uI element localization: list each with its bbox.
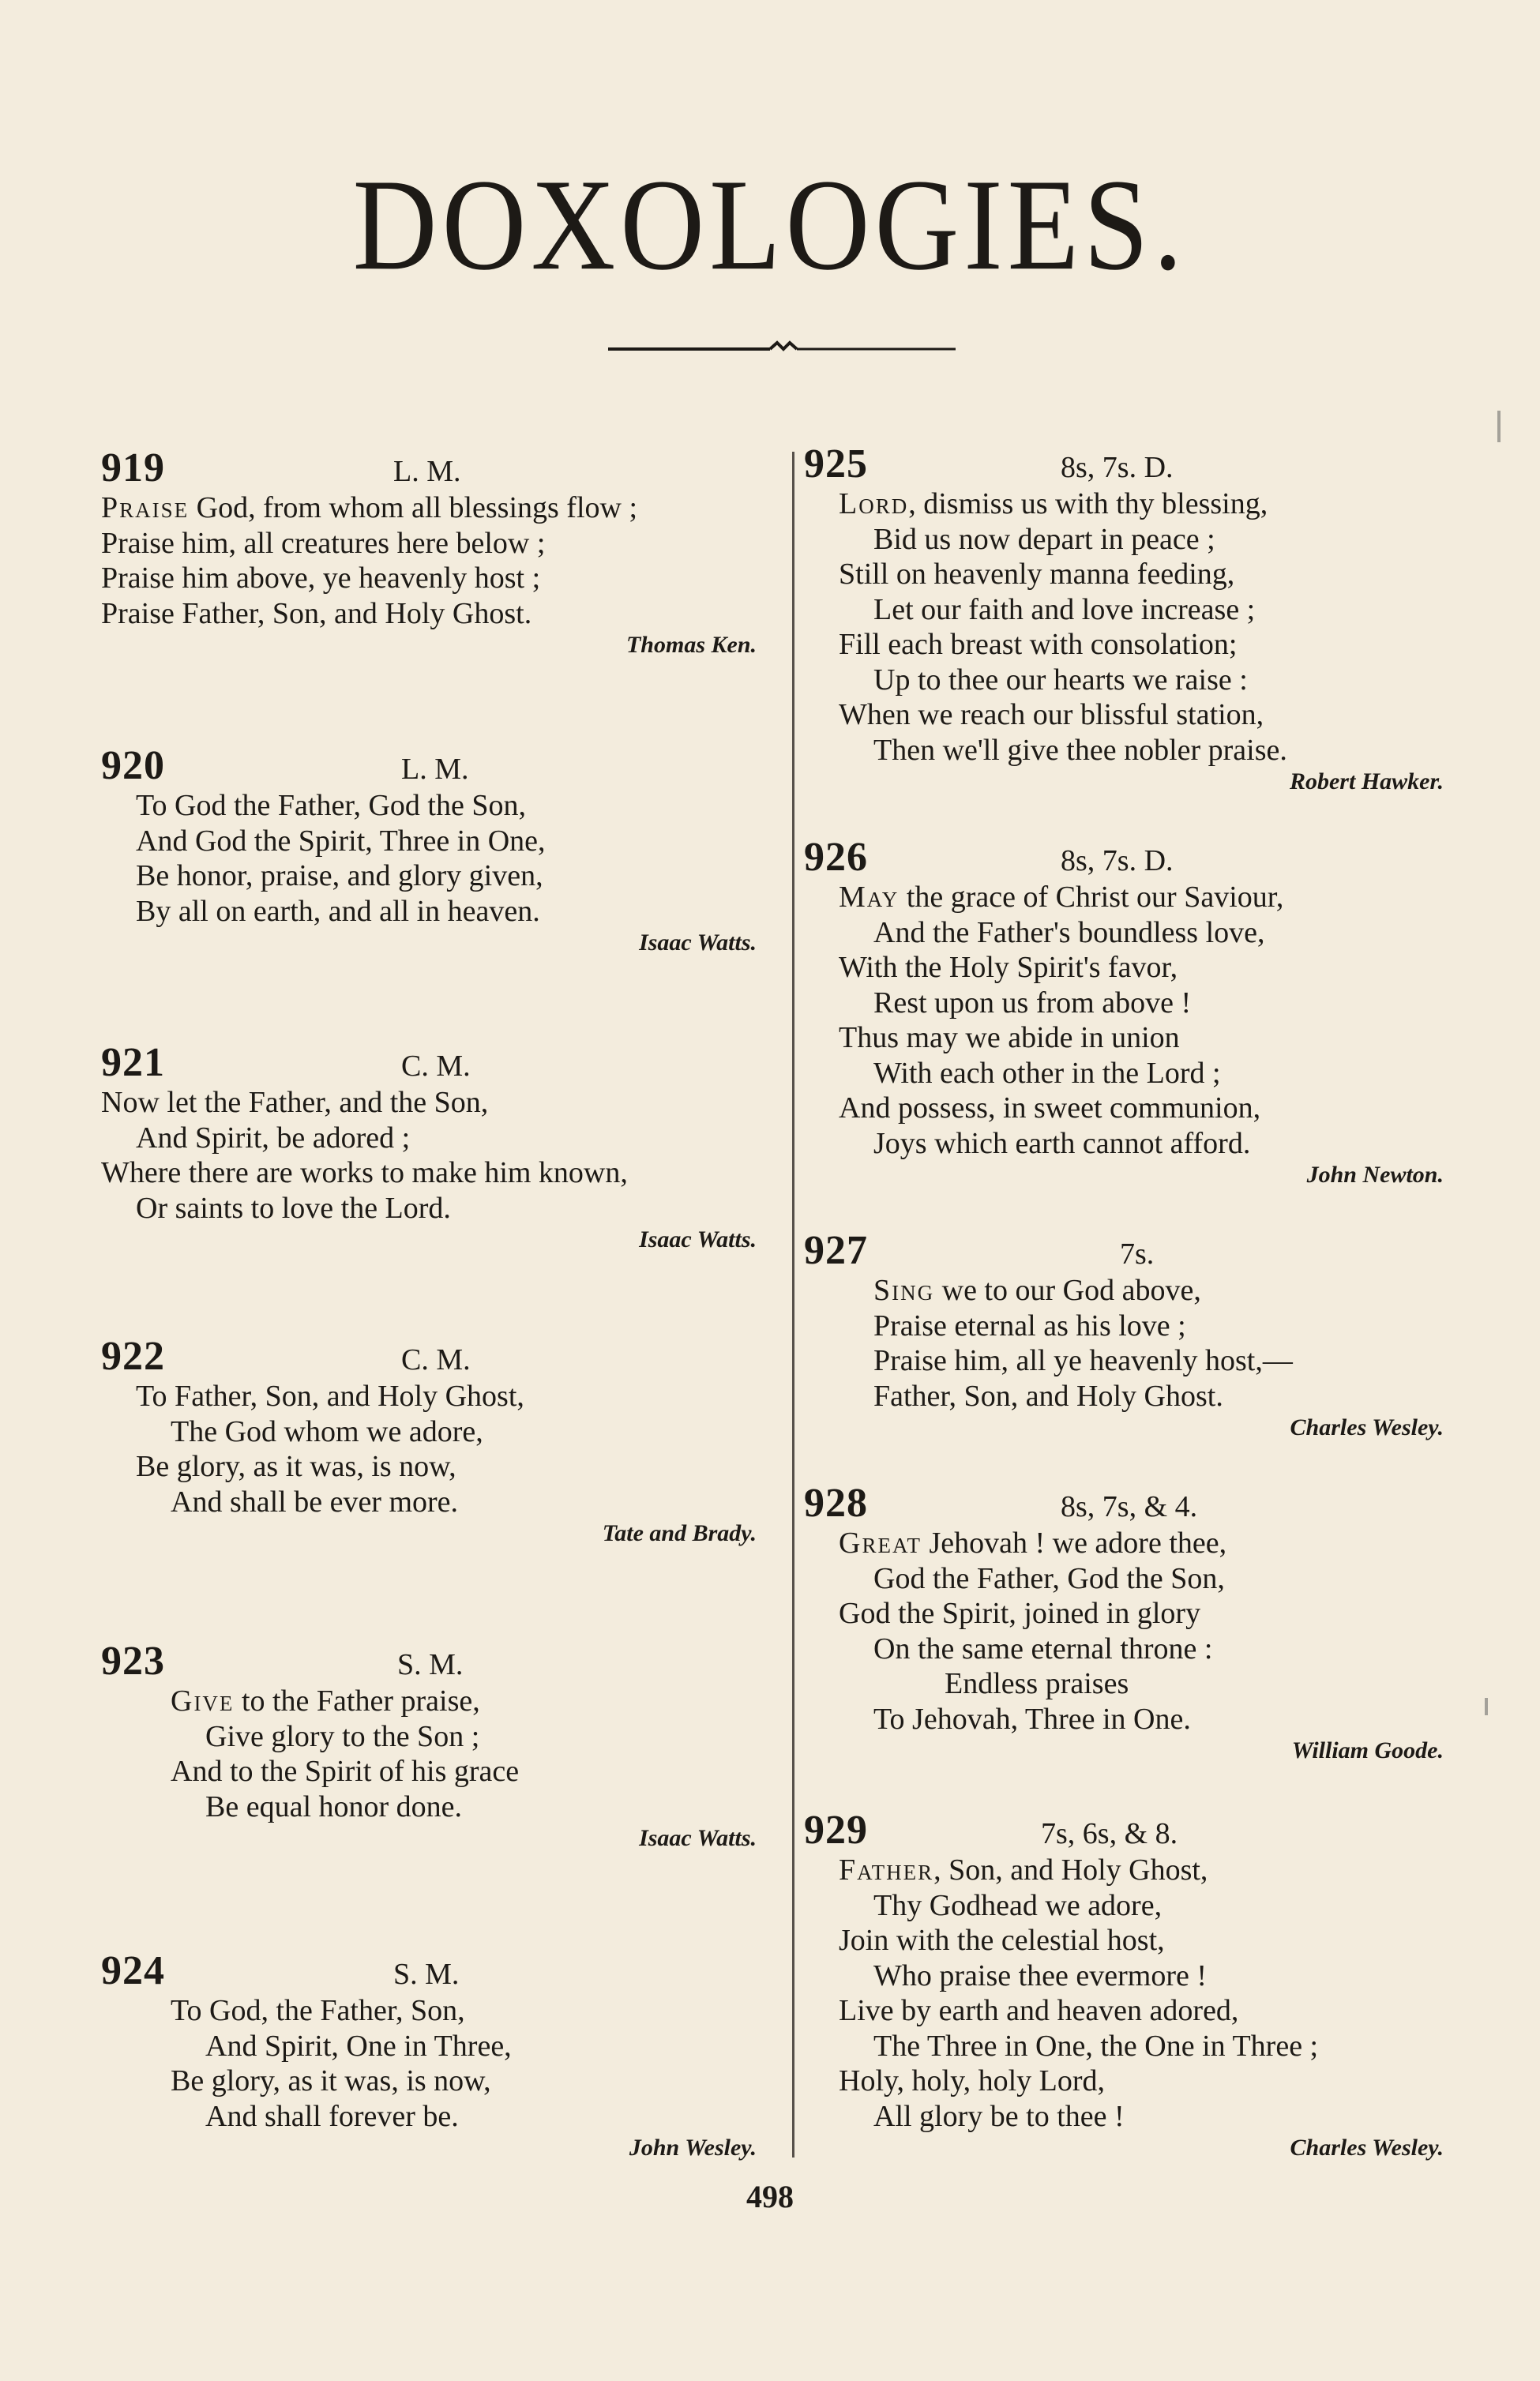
verse-line: And God the Spirit, Three in One, — [136, 824, 546, 858]
verse-line: Then we'll give thee nobler praise. — [873, 733, 1287, 767]
verse-line: By all on earth, and all in heaven. — [136, 894, 540, 928]
first-word: Give — [171, 1684, 235, 1718]
hymn-number: 924 — [101, 1948, 165, 1993]
verse-line: With the Holy Spirit's favor, — [839, 951, 1178, 984]
hymn-number: 926 — [804, 835, 868, 880]
verse-line: Praise him, all ye heavenly host,— — [873, 1344, 1293, 1377]
verse-line: Let our faith and love increase ; — [873, 592, 1256, 626]
hymn-author: John Wesley. — [629, 2135, 757, 2161]
verse-line: Praise him, all creatures here below ; — [101, 526, 546, 560]
verse-line: , Son, and Holy Ghost, — [933, 1853, 1208, 1887]
hymn-920 — [101, 744, 780, 957]
first-word: Lord — [839, 487, 909, 520]
verse-line: Be honor, praise, and glory given, — [136, 859, 543, 892]
verse-line: The Three in One, the One in Three ; — [873, 2029, 1319, 2063]
verse-line: Fill each breast with consolation; — [839, 628, 1238, 661]
verse-line: Live by earth and heaven adored, — [839, 1994, 1239, 2027]
verse-line: And possess, in sweet communion, — [839, 1091, 1261, 1125]
verse-line: Be glory, as it was, is now, — [171, 2064, 491, 2097]
hymn-author: Thomas Ken. — [625, 632, 757, 658]
verse-line: And Spirit, be adored ; — [136, 1121, 411, 1155]
hymn-meter: 8s, 7s. D. — [1061, 451, 1174, 484]
hymn-923 — [101, 1639, 780, 1853]
verse-line: Joys which earth cannot afford. — [873, 1126, 1251, 1160]
verse-line: Holy, holy, holy Lord, — [839, 2064, 1106, 2097]
verse-line: Be equal honor done. — [205, 1790, 463, 1823]
hymn-number: 928 — [804, 1481, 868, 1526]
verse-line: Praise him above, ye heavenly host ; — [101, 561, 541, 595]
verse-line: And shall forever be. — [205, 2099, 459, 2133]
column-divider — [792, 452, 794, 2158]
hymn-author: Robert Hawker. — [1289, 768, 1444, 794]
verse-line: And Spirit, One in Three, — [205, 2029, 512, 2063]
verse-line: On the same eternal throne : — [873, 1632, 1213, 1666]
verse-line: we to our God above, — [934, 1274, 1201, 1307]
verse-line: Up to thee our hearts we raise : — [873, 663, 1248, 697]
hymn-author: Tate and Brady. — [602, 1520, 757, 1546]
hymn-number: 922 — [101, 1334, 165, 1379]
verse-line: Or saints to love the Lord. — [136, 1191, 451, 1225]
hymn-meter: C. M. — [401, 1343, 471, 1376]
margin-mark — [1497, 411, 1501, 442]
hymn-925 — [804, 442, 1467, 796]
hymn-number: 920 — [101, 743, 165, 788]
page-title: DOXOLOGIES. — [352, 152, 1188, 299]
verse-line: Endless praises — [945, 1667, 1129, 1700]
hymn-928 — [804, 1482, 1467, 1765]
hymn-919 — [101, 446, 780, 659]
hymn-meter: 8s, 7s, & 4. — [1061, 1490, 1198, 1523]
verse-line: With each other in the Lord ; — [873, 1056, 1221, 1090]
verse-line: And shall be ever more. — [171, 1485, 459, 1519]
verse-line: Where there are works to make him known, — [101, 1156, 628, 1189]
hymn-meter: C. M. — [401, 1050, 471, 1083]
verse-line: Thy Godhead we adore, — [873, 1888, 1163, 1922]
title-ornament — [608, 338, 956, 362]
hymn-number: 919 — [101, 445, 165, 490]
hymn-meter: 7s, 6s, & 8. — [1041, 1817, 1178, 1850]
verse-line: To God, the Father, Son, — [171, 1994, 465, 2027]
verse-line: Praise eternal as his love ; — [873, 1309, 1186, 1343]
hymn-meter: S. M. — [393, 1958, 460, 1991]
verse-line: Thus may we abide in union — [839, 1021, 1180, 1054]
hymn-meter: L. M. — [401, 753, 469, 786]
hymn-meter: 7s. — [1120, 1237, 1155, 1271]
verse-line: When we reach our blissful station, — [839, 698, 1264, 731]
hymn-number: 929 — [804, 1808, 868, 1853]
hymn-meter: S. M. — [397, 1648, 464, 1681]
verse-line: The God whom we adore, — [171, 1414, 483, 1448]
verse-line: All glory be to thee ! — [873, 2099, 1125, 2133]
verse-line: Still on heavenly manna feeding, — [839, 558, 1235, 591]
verse-line: God the Father, God the Son, — [873, 1561, 1225, 1595]
verse-line: Bid us now depart in peace ; — [873, 522, 1215, 556]
verse-line: Jehovah ! we adore thee, — [921, 1527, 1227, 1560]
verse-line: Join with the celestial host, — [839, 1924, 1165, 1957]
hymn-922 — [101, 1335, 780, 1548]
hymn-929 — [804, 1808, 1467, 2162]
hymn-author: Isaac Watts. — [639, 1825, 757, 1851]
hymn-author: William Goode. — [1291, 1737, 1444, 1763]
verse-line: to the Father praise, — [234, 1684, 480, 1718]
hymn-number: 927 — [804, 1228, 868, 1273]
hymn-meter: 8s, 7s. D. — [1061, 844, 1174, 877]
hymn-924 — [101, 1949, 780, 2162]
verse-line: God, from whom all blessings flow ; — [189, 491, 638, 524]
verse-line: Who praise thee evermore ! — [873, 1959, 1208, 1992]
hymn-number: 923 — [101, 1639, 165, 1684]
verse-line: To God the Father, God the Son, — [136, 789, 526, 822]
page-number: 498 — [746, 2179, 794, 2214]
verse-line: To Jehovah, Three in One. — [873, 1702, 1191, 1736]
verse-line: Now let the Father, and the Son, — [101, 1086, 489, 1119]
verse-line: Praise Father, Son, and Holy Ghost. — [101, 596, 532, 630]
hymn-926 — [804, 836, 1467, 1189]
verse-line: God the Spirit, joined in glory — [839, 1597, 1201, 1630]
verse-line: Be glory, as it was, is now, — [136, 1450, 456, 1483]
hymn-number: 925 — [804, 441, 868, 486]
hymn-author: Isaac Watts. — [639, 929, 757, 956]
verse-line: Rest upon us from above ! — [873, 986, 1192, 1020]
hymn-921 — [101, 1041, 780, 1254]
hymn-927 — [804, 1229, 1467, 1442]
first-word: Sing — [873, 1274, 935, 1307]
first-word: May — [839, 881, 900, 914]
hymn-meter: L. M. — [393, 455, 461, 488]
hymn-number: 921 — [101, 1040, 165, 1085]
margin-mark — [1485, 1698, 1488, 1715]
first-word: Praise — [101, 491, 190, 524]
hymn-author: John Newton. — [1306, 1162, 1444, 1188]
hymn-author: Isaac Watts. — [639, 1226, 757, 1252]
hymn-author: Charles Wesley. — [1290, 1414, 1444, 1440]
verse-line: And the Father's boundless love, — [873, 915, 1265, 949]
first-word: Father — [839, 1853, 934, 1887]
verse-line: Give glory to the Son ; — [205, 1719, 480, 1753]
verse-line: the grace of Christ our Saviour, — [899, 881, 1284, 914]
verse-line: And to the Spirit of his grace — [171, 1755, 520, 1788]
verse-line: To Father, Son, and Holy Ghost, — [136, 1380, 524, 1413]
hymn-author: Charles Wesley. — [1290, 2135, 1444, 2161]
verse-line: , dismiss us with thy blessing, — [908, 487, 1268, 520]
verse-line: Father, Son, and Holy Ghost. — [873, 1379, 1223, 1413]
first-word: Great — [839, 1527, 922, 1560]
